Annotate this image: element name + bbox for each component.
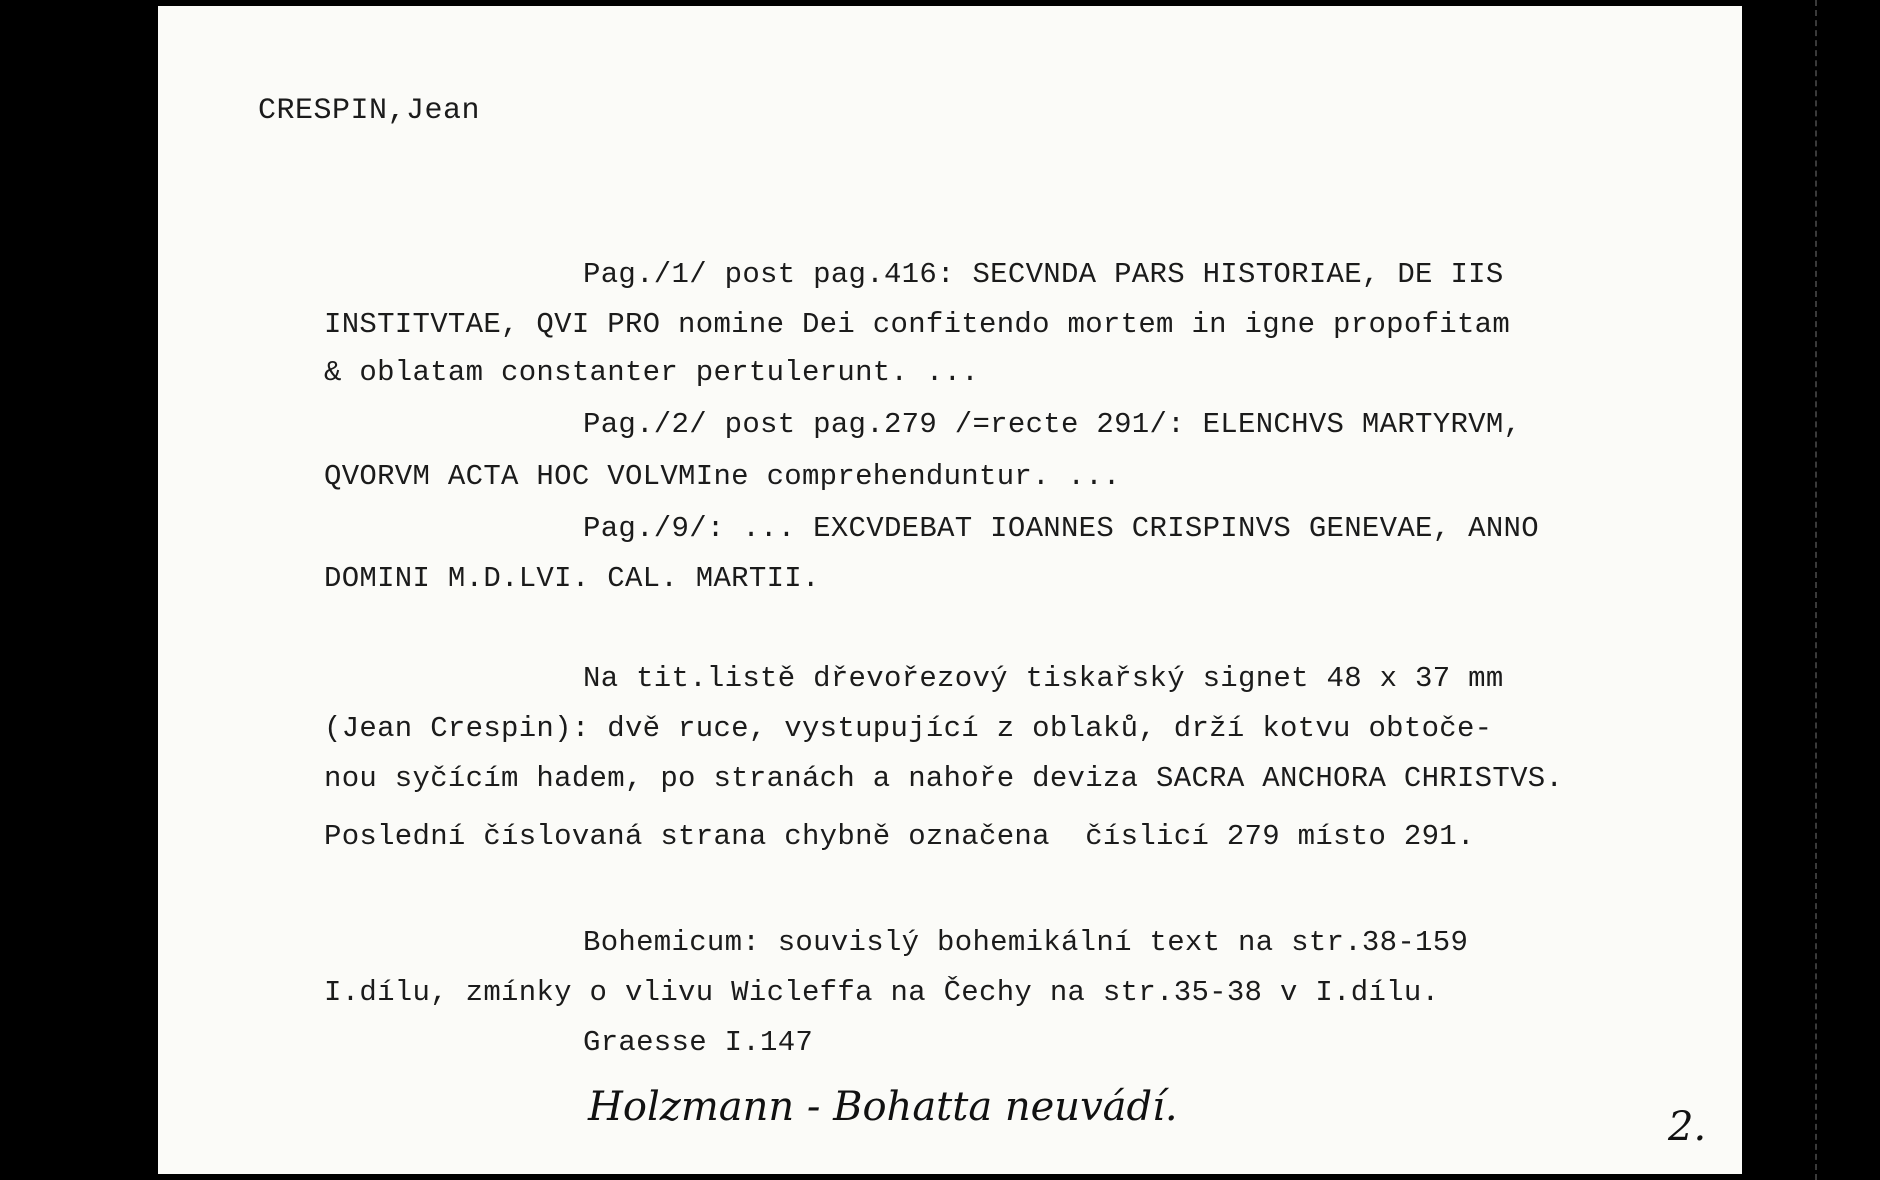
text-line: Poslední číslovaná strana chybně označena číslicí 279 místo 291. [324, 820, 1475, 853]
text-line: Pag./9/: ... EXCVDEBAT IOANNES CRISPINVS GENEVAE, ANNO [583, 512, 1539, 545]
text-line: (Jean Crespin): dvě ruce, vystupující z oblaků, drží kotvu obtoče- [324, 712, 1493, 745]
text-line: INSTITVTAE, QVI PRO nomine Dei confitendo mortem in igne propofitam [324, 308, 1511, 341]
text-line: QVORVM ACTA HOC VOLVMIne comprehenduntur. ... [324, 460, 1121, 493]
text-line: Pag./2/ post pag.279 /=recte 291/: ELENCHVS MARTYRVM, [583, 408, 1522, 441]
text-line: Pag./1/ post pag.416: SECVNDA PARS HISTORIAE, DE IIS [583, 258, 1504, 291]
handwritten-note: Holzmann - Bohatta neuvádí. [588, 1084, 1178, 1130]
text-line: & oblatam constanter pertulerunt. ... [324, 356, 980, 389]
text-line: Na tit.listě dřevořezový tiskařský signet 48 x 37 mm [583, 662, 1504, 695]
handwritten-page-number: 2. [1668, 1104, 1707, 1150]
text-line: nou syčícím hadem, po stranách a nahoře deviza SACRA ANCHORA CHRISTVS. [324, 762, 1564, 795]
scan-edge [1815, 0, 1819, 1180]
text-line: DOMINI M.D.LVI. CAL. MARTII. [324, 562, 820, 595]
text-line: Bohemicum: souvislý bohemikální text na str.38-159 [583, 926, 1469, 959]
card-heading: CRESPIN,Jean [258, 94, 481, 128]
text-line: Graesse I.147 [583, 1026, 814, 1059]
catalog-card [158, 6, 1742, 1174]
text-line: I.dílu, zmínky o vlivu Wicleffa na Čechy na str.35-38 v I.dílu. [324, 976, 1440, 1009]
